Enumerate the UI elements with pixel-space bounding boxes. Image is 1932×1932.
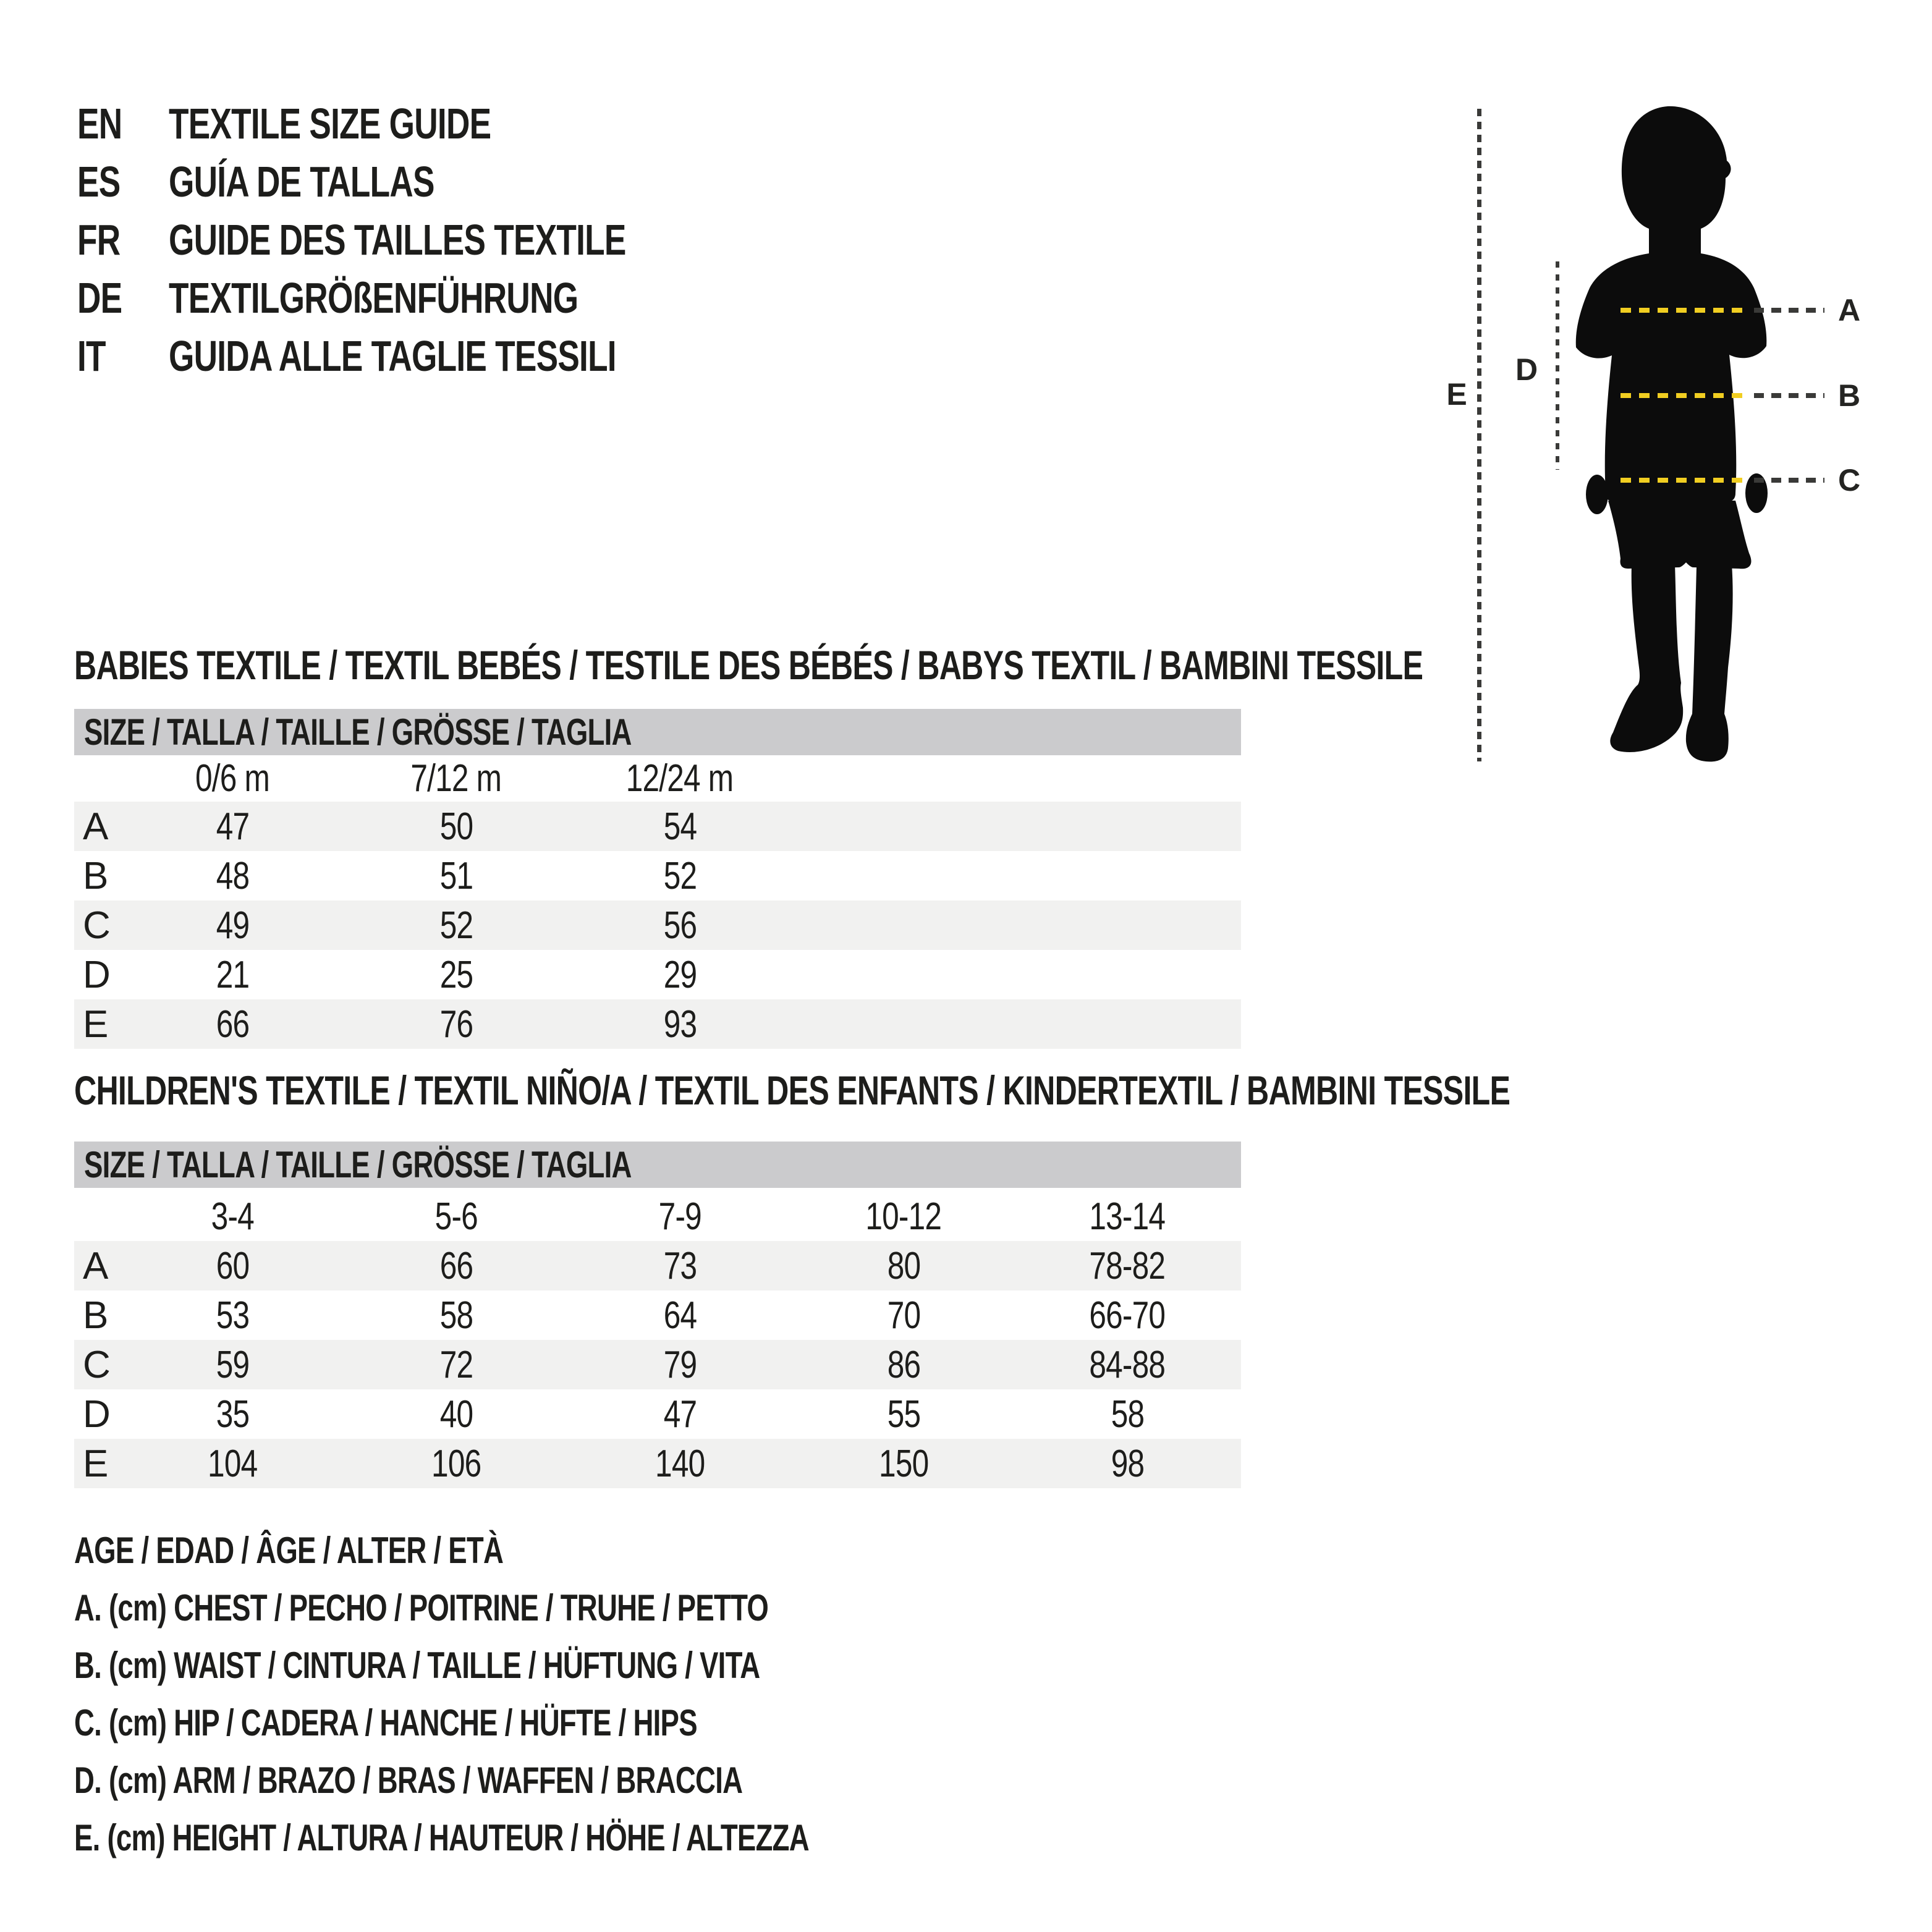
table-row — [74, 900, 1241, 950]
page-title-de: TEXTILGRÖßENFÜHRUNG — [169, 274, 578, 322]
value-cell: 93 — [663, 1002, 697, 1046]
value-cell: 140 — [655, 1442, 705, 1485]
value-cell: 52 — [663, 854, 697, 897]
babies-column-header-row — [74, 755, 1241, 802]
language-row-de — [77, 269, 770, 327]
arm-measure-line-d — [1556, 261, 1559, 470]
column-header-cell: 7/12 m — [410, 757, 502, 800]
table-row — [74, 950, 1241, 999]
row-label: B — [83, 854, 109, 897]
language-code: IT — [77, 332, 106, 380]
page-title-it: GUIDA ALLE TAGLIE TESSILI — [169, 332, 616, 380]
language-code: EN — [77, 100, 122, 148]
value-cell: 25 — [439, 953, 473, 996]
value-cell: 59 — [216, 1343, 249, 1386]
babies-size-header-bar: SIZE / TALLA / TAILLE / GRÖSSE / TAGLIA — [74, 709, 1241, 755]
measure-label-e: E — [1446, 377, 1467, 412]
value-cell: 79 — [663, 1343, 697, 1386]
hip-measure-dash-dark — [1754, 478, 1824, 483]
waist-measure-dash-dark — [1754, 393, 1824, 398]
waist-measure-dash-yellow — [1621, 393, 1744, 398]
legend-line-arm: D. (cm) ARM / BRAZO / BRAS / WAFFEN / BRACCIA — [74, 1759, 743, 1801]
row-label: D — [83, 1392, 111, 1436]
value-cell: 106 — [431, 1442, 481, 1485]
table-row — [74, 1290, 1241, 1340]
value-cell: 56 — [663, 904, 697, 947]
value-cell: 66 — [216, 1002, 249, 1046]
value-cell: 52 — [439, 904, 473, 947]
row-label: A — [83, 1244, 109, 1287]
column-header-cell: 0/6 m — [195, 757, 270, 800]
table-row — [74, 1241, 1241, 1290]
children-size-header-bar: SIZE / TALLA / TAILLE / GRÖSSE / TAGLIA — [74, 1142, 1241, 1188]
value-cell: 53 — [216, 1294, 249, 1337]
table-row — [74, 1439, 1241, 1488]
table-row — [74, 1389, 1241, 1439]
value-cell: 21 — [216, 953, 249, 996]
column-header-cell: 3-4 — [211, 1195, 254, 1238]
measurement-legend — [74, 1530, 1041, 1875]
page-title: TEXTILE SIZE GUIDE — [169, 100, 491, 148]
language-row-fr — [77, 211, 770, 269]
column-header-cell: 13-14 — [1089, 1195, 1166, 1238]
value-cell: 70 — [887, 1294, 920, 1337]
value-cell: 66-70 — [1089, 1294, 1166, 1337]
value-cell: 47 — [663, 1392, 697, 1436]
row-label: D — [83, 953, 111, 996]
table-row — [74, 999, 1241, 1049]
column-header-cell: 12/24 m — [626, 757, 734, 800]
measure-label-d: D — [1515, 352, 1538, 387]
value-cell: 51 — [439, 854, 473, 897]
value-cell: 84-88 — [1089, 1343, 1166, 1386]
measure-label-a: A — [1837, 293, 1861, 328]
table-row — [74, 851, 1241, 900]
language-row-it — [77, 327, 770, 385]
value-cell: 29 — [663, 953, 697, 996]
legend-line-age: AGE / EDAD / ÂGE / ALTER / ETÀ — [74, 1529, 504, 1571]
children-column-header-row — [74, 1192, 1241, 1241]
row-label: C — [83, 1343, 111, 1386]
language-row-en — [77, 95, 770, 153]
value-cell: 98 — [1111, 1442, 1144, 1485]
value-cell: 150 — [878, 1442, 929, 1485]
table-row — [74, 802, 1241, 851]
value-cell: 66 — [439, 1244, 473, 1287]
value-cell: 35 — [216, 1392, 249, 1436]
value-cell: 86 — [887, 1343, 920, 1386]
chest-measure-dash-dark — [1754, 308, 1824, 313]
value-cell: 73 — [663, 1244, 697, 1287]
value-cell: 64 — [663, 1294, 697, 1337]
value-cell: 47 — [216, 805, 249, 848]
language-code: DE — [77, 274, 122, 322]
measure-label-c: C — [1837, 463, 1861, 498]
value-cell: 104 — [207, 1442, 258, 1485]
value-cell: 80 — [887, 1244, 920, 1287]
value-cell: 48 — [216, 854, 249, 897]
value-cell: 49 — [216, 904, 249, 947]
babies-section-heading: BABIES TEXTILE / TEXTIL BEBÉS / TESTILE DES BÉBÉS / BABYS TEXTIL / BAMBINI TESSILE — [74, 642, 1423, 688]
column-header-cell: 10-12 — [865, 1195, 942, 1238]
column-header-cell: 7-9 — [658, 1195, 701, 1238]
legend-line-chest: A. (cm) CHEST / PECHO / POITRINE / TRUHE / PETTO — [74, 1587, 769, 1629]
language-code: FR — [77, 216, 121, 264]
value-cell: 50 — [439, 805, 473, 848]
table-row — [74, 1340, 1241, 1389]
page-title-fr: GUIDE DES TAILLES TEXTILE — [169, 216, 626, 264]
value-cell: 72 — [439, 1343, 473, 1386]
page-title-es: GUÍA DE TALLAS — [169, 158, 434, 206]
children-section-heading: CHILDREN'S TEXTILE / TEXTIL NIÑO/A / TEXTIL DES ENFANTS / KINDERTEXTIL / BAMBINI TESSILE — [74, 1067, 1510, 1113]
value-cell: 76 — [439, 1002, 473, 1046]
value-cell: 60 — [216, 1244, 249, 1287]
row-label: E — [83, 1002, 109, 1046]
legend-line-height: E. (cm) HEIGHT / ALTURA / HAUTEUR / HÖHE / ALTEZZA — [74, 1816, 809, 1858]
legend-line-waist: B. (cm) WAIST / CINTURA / TAILLE / HÜFTUNG / VITA — [74, 1644, 760, 1686]
value-cell: 54 — [663, 805, 697, 848]
legend-line-hip: C. (cm) HIP / CADERA / HANCHE / HÜFTE / HIPS — [74, 1701, 697, 1743]
language-title-block — [77, 95, 770, 385]
hip-measure-dash-yellow — [1621, 478, 1744, 483]
value-cell: 58 — [1111, 1392, 1144, 1436]
row-label: A — [83, 805, 109, 848]
chest-measure-dash-yellow — [1621, 308, 1744, 313]
language-code: ES — [77, 158, 121, 206]
value-cell: 55 — [887, 1392, 920, 1436]
value-cell: 40 — [439, 1392, 473, 1436]
column-header-cell: 5-6 — [434, 1195, 478, 1238]
value-cell: 58 — [439, 1294, 473, 1337]
measure-label-b: B — [1837, 378, 1861, 413]
row-label: E — [83, 1442, 109, 1485]
language-row-es — [77, 153, 770, 211]
value-cell: 78-82 — [1089, 1244, 1166, 1287]
row-label: B — [83, 1294, 109, 1337]
row-label: C — [83, 904, 111, 947]
